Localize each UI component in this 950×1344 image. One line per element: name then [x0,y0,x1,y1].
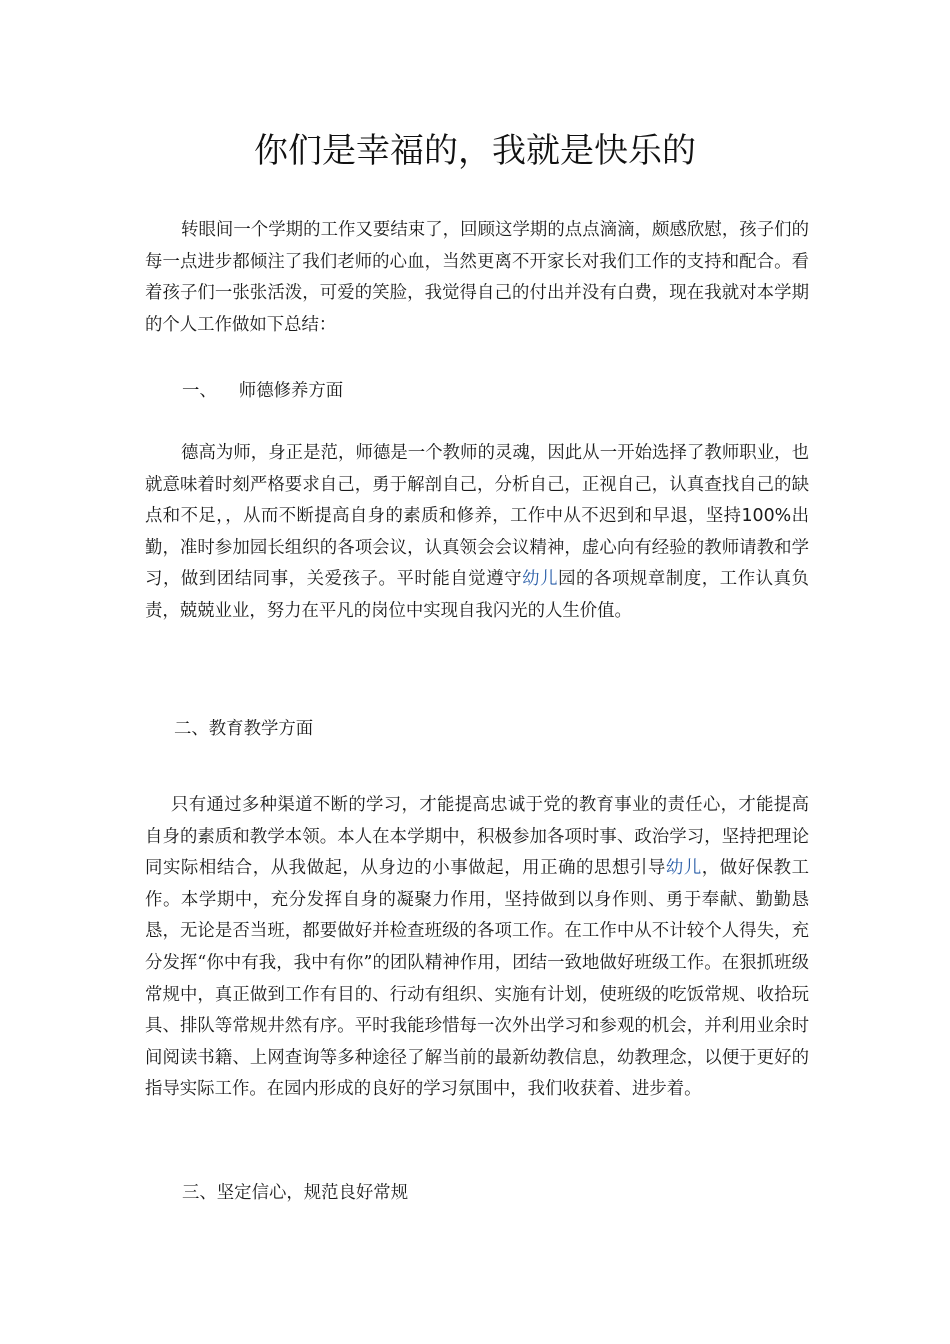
section3-heading: 三、坚定信心，规范良好常规 [182,1183,409,1203]
section2-heading: 二、教育教学方面 [174,719,314,739]
document-title: 你们是幸福的，我就是快乐的 [254,131,696,171]
section1-text-part2: 出勤，准时参加园长组织的各项会议，认真领会会议精神，虚心向有经验的教师请教和学习，做到团结同事，关爱孩子。平时能自觉遵守 [145,506,809,590]
section1-text-part3: 园的各项规章制度，工作认真负责，兢兢业业，努力在平凡的岗位中实现自我闪光的人生价值。 [145,569,809,621]
attendance-percentage: 100% [741,506,792,527]
section2-paragraph [145,790,809,1106]
section2-text-part2: ，做好保教工作。本学期中，充分发挥自身的凝聚力作用，坚持做到以身作则、勇于奉献、勤勤恳恳，无论是否当班，都要做好并检查班级的各项工作。在工作中从不计较个人得失，充分发挥“你中有我，我中有你”的团队精神作用，团结一致地做好班级工作。在狠抓班级常规中，真正做到工作有目的、行动有组织、实施有计划，使班级的吃饭常规、收拾玩具、排队等常规井然有序。平时我能珍惜每一次外出学习和参观的机会，并利用业余时间阅读书籍、上网查询等多种途径了解当前的最新幼教信息，幼教理念，以便于更好的指导实际工作。在园内形成的良好的学习氛围中，我们收获着、进步着。 [145,858,809,1100]
section1-heading [182,375,343,407]
section1-title: 师德修养方面 [238,381,344,401]
section1-paragraph [145,438,809,628]
section2-text-part1: 只有通过多种渠道不断的学习，才能提高忠诚于党的教育事业的责任心，才能提高自身的素质和教学本领。本人在本学期中，积极参加各项时事、政治学习，坚持把理论同实际相结合，从我做起，从身边的小事做起，用正确的思想引导 [145,795,809,879]
intro-paragraph: 转眼间一个学期的工作又要结束了，回顾这学期的点点滴滴，颇感欣慰，孩子们的每一点进步都倾注了我们老师的心血，当然更离不开家长对我们工作的支持和配合。看着孩子们一张张活泼，可爱的笑脸，我觉得自己的付出并没有白费，现在我就对本学期的个人工作做如下总结： [145,220,809,335]
kindergarten-link[interactable]: 幼儿 [522,569,559,590]
section1-text-part1: 德高为师，身正是范，师德是一个教师的灵魂，因此从一开始选择了教师职业，也就意味着时刻严格要求自己，勇于解剖自己，分析自己，正视自己，认真查找自己的缺点和不足，，从而不断提高自身的素质和修养，工作中从不迟到和早退，坚持 [145,443,809,527]
section1-number: 一、 [182,381,217,401]
children-link[interactable]: 幼儿 [665,858,702,879]
